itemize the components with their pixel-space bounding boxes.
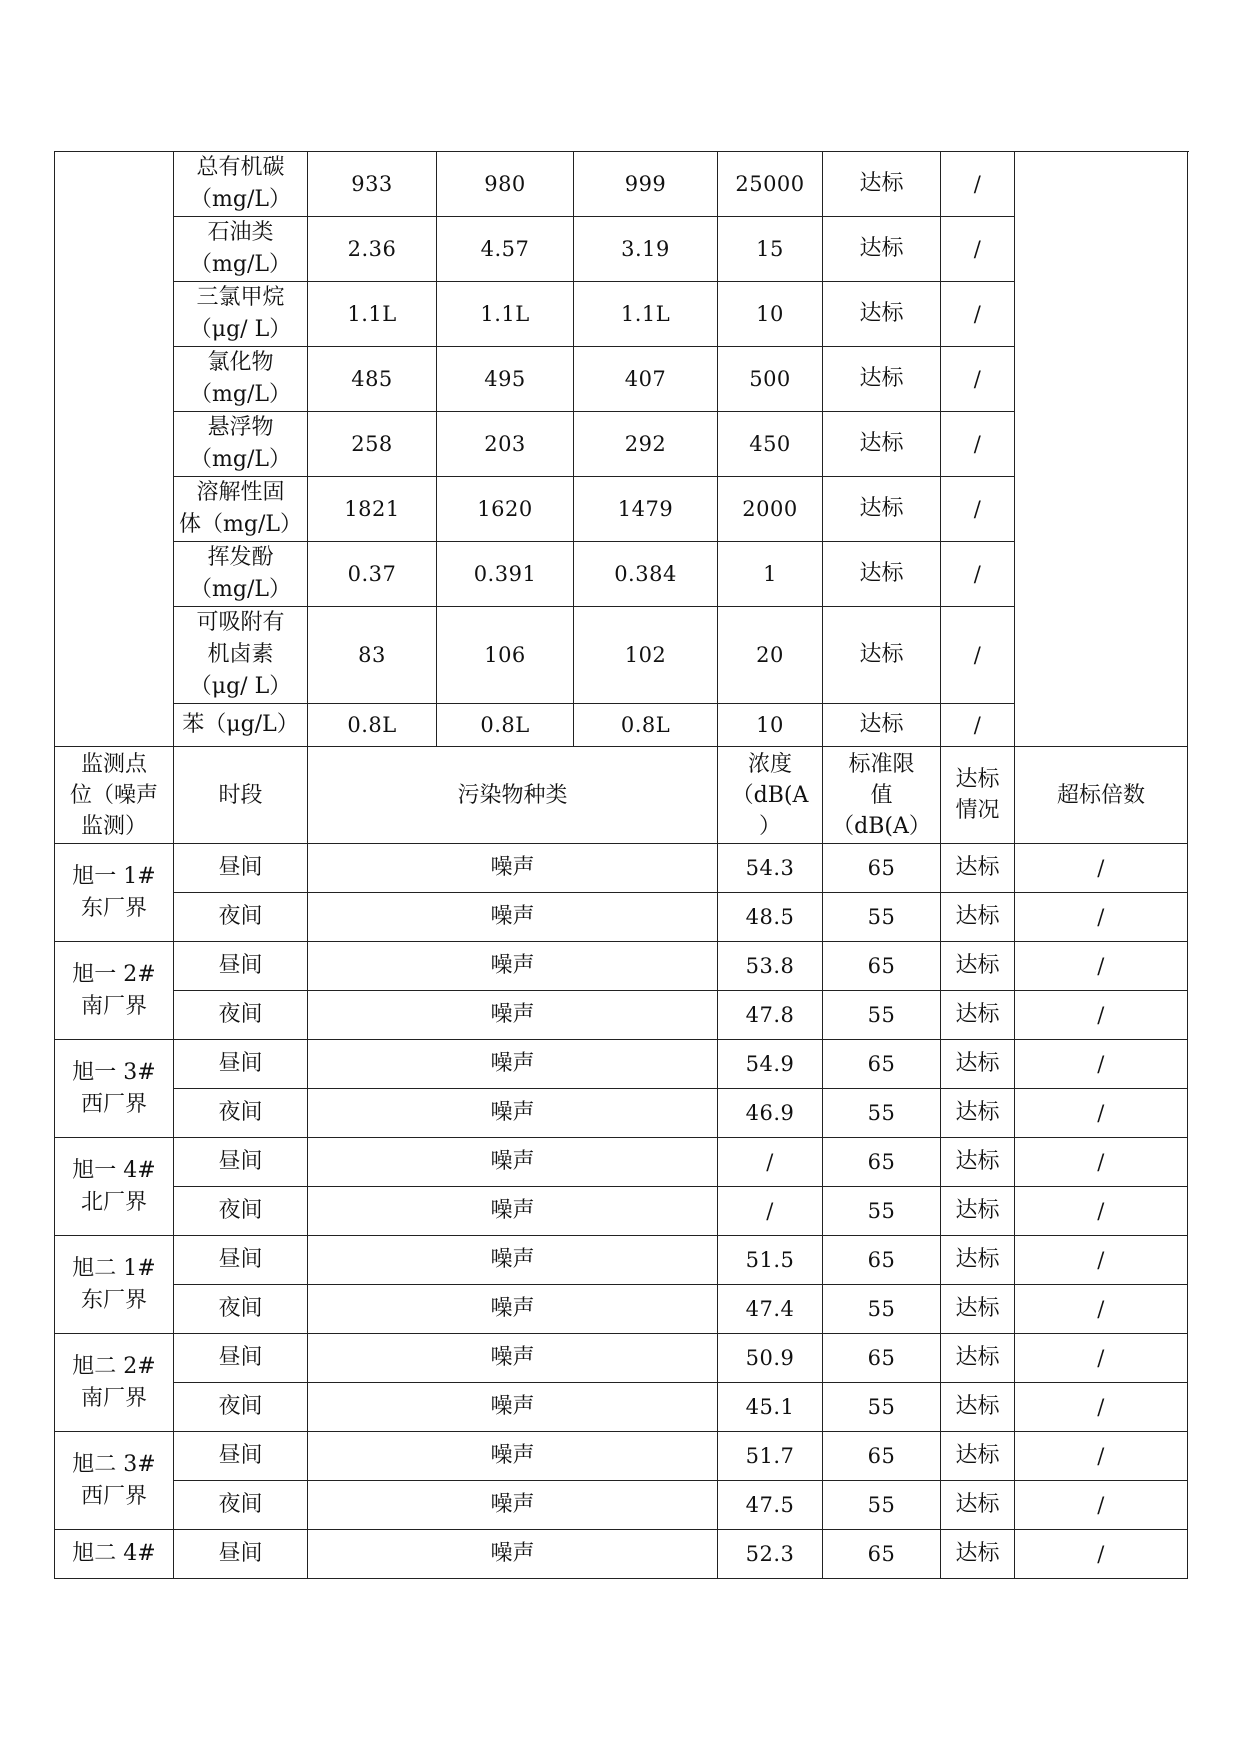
noise-limit: 55 bbox=[823, 991, 941, 1040]
value-3: 0.8L bbox=[574, 704, 718, 747]
noise-limit: 65 bbox=[823, 1138, 941, 1187]
monitoring-point-line: 旭一 1# bbox=[72, 863, 156, 889]
monitoring-point-line: 旭二 3# bbox=[72, 1451, 156, 1477]
period: 昼间 bbox=[174, 1040, 308, 1089]
exceed-ratio: / bbox=[1015, 1040, 1188, 1089]
pollutant-name-line: （mg/L） bbox=[190, 447, 291, 472]
noise-limit: 55 bbox=[823, 1383, 941, 1432]
exceed-ratio: / bbox=[941, 542, 1015, 607]
pollutant: 噪声 bbox=[308, 1530, 718, 1579]
noise-limit: 65 bbox=[823, 1432, 941, 1481]
status: 达标 bbox=[941, 1089, 1015, 1138]
period: 昼间 bbox=[174, 1236, 308, 1285]
pollutant-name-line: （μg/ L） bbox=[189, 674, 292, 699]
monitoring-point bbox=[55, 942, 174, 1040]
value-3: 3.19 bbox=[574, 217, 718, 282]
pollutant-name-line: （mg/L） bbox=[190, 187, 291, 212]
period: 昼间 bbox=[174, 844, 308, 893]
value-3: 0.384 bbox=[574, 542, 718, 607]
noise-value: 45.1 bbox=[718, 1383, 823, 1432]
monitoring-point-line: 南厂界 bbox=[80, 993, 147, 1019]
blank-point-cell bbox=[55, 152, 174, 747]
exceed-ratio: / bbox=[1015, 942, 1188, 991]
header-limit-line: 值 bbox=[870, 782, 893, 808]
status: 达标 bbox=[941, 1138, 1015, 1187]
pollutant-name-line: 体（mg/L） bbox=[179, 512, 302, 537]
header-status-line: 情况 bbox=[955, 798, 1000, 823]
monitoring-point-line: 旭二 2# bbox=[72, 1353, 156, 1379]
exceed-ratio: / bbox=[941, 217, 1015, 282]
header-pollutant: 污染物种类 bbox=[308, 747, 718, 844]
standard-limit: 15 bbox=[718, 217, 823, 282]
table-row bbox=[55, 1187, 1188, 1236]
blank-right-cell bbox=[1015, 152, 1188, 747]
period: 昼间 bbox=[174, 1138, 308, 1187]
value-2: 203 bbox=[437, 412, 574, 477]
table-row bbox=[55, 1334, 1188, 1383]
monitoring-table bbox=[54, 151, 1188, 1579]
status: 达标 bbox=[823, 704, 941, 747]
standard-limit: 20 bbox=[718, 607, 823, 704]
value-1: 1821 bbox=[308, 477, 437, 542]
status: 达标 bbox=[941, 893, 1015, 942]
noise-limit: 65 bbox=[823, 1530, 941, 1579]
exceed-ratio: / bbox=[941, 412, 1015, 477]
pollutant-name bbox=[174, 607, 308, 704]
value-1: 0.8L bbox=[308, 704, 437, 747]
value-1: 2.36 bbox=[308, 217, 437, 282]
noise-limit: 55 bbox=[823, 1285, 941, 1334]
status: 达标 bbox=[941, 1285, 1015, 1334]
standard-limit: 450 bbox=[718, 412, 823, 477]
header-concentration-line: 浓度 bbox=[747, 751, 792, 777]
status: 达标 bbox=[941, 1530, 1015, 1579]
header-point bbox=[55, 747, 174, 844]
noise-value: 51.7 bbox=[718, 1432, 823, 1481]
exceed-ratio: / bbox=[1015, 893, 1188, 942]
period: 昼间 bbox=[174, 1432, 308, 1481]
status: 达标 bbox=[941, 1432, 1015, 1481]
value-2: 0.8L bbox=[437, 704, 574, 747]
noise-value: / bbox=[718, 1187, 823, 1236]
noise-limit: 55 bbox=[823, 1089, 941, 1138]
exceed-ratio: / bbox=[941, 347, 1015, 412]
value-1: 1.1L bbox=[308, 282, 437, 347]
standard-limit: 2000 bbox=[718, 477, 823, 542]
pollutant: 噪声 bbox=[308, 1334, 718, 1383]
noise-value: 54.3 bbox=[718, 844, 823, 893]
standard-limit: 500 bbox=[718, 347, 823, 412]
value-3: 1.1L bbox=[574, 282, 718, 347]
exceed-ratio: / bbox=[1015, 1138, 1188, 1187]
period: 夜间 bbox=[174, 991, 308, 1040]
table-row bbox=[55, 1138, 1188, 1187]
pollutant-name-line: 氯化物 bbox=[207, 350, 274, 375]
pollutant-name-line: 机卤素 bbox=[207, 642, 274, 667]
monitoring-point bbox=[55, 1138, 174, 1236]
pollutant-name-line: 挥发酚 bbox=[207, 545, 274, 570]
exceed-ratio: / bbox=[1015, 1089, 1188, 1138]
table-row bbox=[55, 1236, 1188, 1285]
exceed-ratio: / bbox=[1015, 991, 1188, 1040]
value-3: 407 bbox=[574, 347, 718, 412]
header-limit-line: （dB(A） bbox=[832, 813, 931, 839]
pollutant-name-line: （mg/L） bbox=[190, 577, 291, 602]
pollutant-name-line: 溶解性固 bbox=[196, 480, 285, 505]
header-point-line: 位（噪声 bbox=[69, 782, 158, 808]
pollutant-name-line: 可吸附有 bbox=[196, 610, 285, 635]
noise-value: 51.5 bbox=[718, 1236, 823, 1285]
table-row bbox=[55, 1530, 1188, 1579]
exceed-ratio: / bbox=[941, 607, 1015, 704]
exceed-ratio: / bbox=[941, 152, 1015, 217]
period: 昼间 bbox=[174, 942, 308, 991]
status: 达标 bbox=[823, 412, 941, 477]
status: 达标 bbox=[823, 477, 941, 542]
value-2: 980 bbox=[437, 152, 574, 217]
noise-value: 47.8 bbox=[718, 991, 823, 1040]
monitoring-point-line: 旭二 1# bbox=[72, 1255, 156, 1281]
exceed-ratio: / bbox=[1015, 1481, 1188, 1530]
status: 达标 bbox=[941, 844, 1015, 893]
pollutant: 噪声 bbox=[308, 991, 718, 1040]
value-1: 0.37 bbox=[308, 542, 437, 607]
exceed-ratio: / bbox=[1015, 1236, 1188, 1285]
monitoring-point bbox=[55, 1236, 174, 1334]
pollutant: 噪声 bbox=[308, 893, 718, 942]
status: 达标 bbox=[823, 282, 941, 347]
status: 达标 bbox=[823, 607, 941, 704]
table-row bbox=[55, 1089, 1188, 1138]
table-row bbox=[55, 893, 1188, 942]
noise-value: 47.4 bbox=[718, 1285, 823, 1334]
pollutant: 噪声 bbox=[308, 1040, 718, 1089]
pollutant: 噪声 bbox=[308, 1285, 718, 1334]
period: 昼间 bbox=[174, 1530, 308, 1579]
monitoring-point bbox=[55, 844, 174, 942]
pollutant-name bbox=[174, 217, 308, 282]
header-concentration-line: （dB(A bbox=[731, 782, 809, 808]
status: 达标 bbox=[823, 542, 941, 607]
monitoring-point-line: 东厂界 bbox=[80, 895, 147, 921]
value-1: 933 bbox=[308, 152, 437, 217]
value-1: 83 bbox=[308, 607, 437, 704]
period: 夜间 bbox=[174, 1481, 308, 1530]
status: 达标 bbox=[941, 1334, 1015, 1383]
pollutant-name bbox=[174, 282, 308, 347]
pollutant-name-line: 总有机碳 bbox=[196, 155, 285, 180]
table-row bbox=[55, 942, 1188, 991]
noise-value: 54.9 bbox=[718, 1040, 823, 1089]
status: 达标 bbox=[941, 1481, 1015, 1530]
value-1: 485 bbox=[308, 347, 437, 412]
table-row bbox=[55, 844, 1188, 893]
monitoring-point-line: 东厂界 bbox=[80, 1287, 147, 1313]
header-status bbox=[941, 747, 1015, 844]
status: 达标 bbox=[941, 1040, 1015, 1089]
pollutant: 噪声 bbox=[308, 1089, 718, 1138]
pollutant: 噪声 bbox=[308, 1187, 718, 1236]
pollutant-name bbox=[174, 704, 308, 747]
exceed-ratio: / bbox=[1015, 844, 1188, 893]
header-concentration bbox=[718, 747, 823, 844]
noise-value: 48.5 bbox=[718, 893, 823, 942]
pollutant-name bbox=[174, 542, 308, 607]
noise-limit: 65 bbox=[823, 844, 941, 893]
status: 达标 bbox=[823, 347, 941, 412]
header-status-line: 达标 bbox=[955, 767, 1000, 792]
monitoring-point bbox=[55, 1334, 174, 1432]
pollutant-name-line: 石油类 bbox=[207, 220, 274, 245]
value-3: 999 bbox=[574, 152, 718, 217]
table-row bbox=[55, 1383, 1188, 1432]
status: 达标 bbox=[823, 152, 941, 217]
table-row bbox=[55, 152, 1188, 217]
pollutant-name bbox=[174, 347, 308, 412]
value-3: 102 bbox=[574, 607, 718, 704]
value-2: 495 bbox=[437, 347, 574, 412]
header-limit-line: 标准限 bbox=[848, 751, 915, 777]
monitoring-point-line: 旭二 4# bbox=[72, 1541, 156, 1566]
exceed-ratio: / bbox=[1015, 1285, 1188, 1334]
period: 夜间 bbox=[174, 893, 308, 942]
monitoring-point-line: 旭一 2# bbox=[72, 961, 156, 987]
header-period: 时段 bbox=[174, 747, 308, 844]
table-row bbox=[55, 1432, 1188, 1481]
standard-limit: 10 bbox=[718, 282, 823, 347]
status: 达标 bbox=[941, 942, 1015, 991]
status: 达标 bbox=[941, 1187, 1015, 1236]
noise-limit: 65 bbox=[823, 1334, 941, 1383]
value-2: 0.391 bbox=[437, 542, 574, 607]
pollutant-name bbox=[174, 412, 308, 477]
noise-value: 52.3 bbox=[718, 1530, 823, 1579]
monitoring-point-line: 西厂界 bbox=[80, 1483, 147, 1509]
value-3: 292 bbox=[574, 412, 718, 477]
table-row bbox=[55, 1040, 1188, 1089]
table-body bbox=[55, 152, 1188, 1579]
noise-limit: 65 bbox=[823, 1040, 941, 1089]
pollutant: 噪声 bbox=[308, 1236, 718, 1285]
monitoring-point-line: 西厂界 bbox=[80, 1091, 147, 1117]
value-2: 1.1L bbox=[437, 282, 574, 347]
period: 夜间 bbox=[174, 1187, 308, 1236]
status: 达标 bbox=[941, 1236, 1015, 1285]
monitoring-point-line: 旭一 3# bbox=[72, 1059, 156, 1085]
value-2: 106 bbox=[437, 607, 574, 704]
value-1: 258 bbox=[308, 412, 437, 477]
table-row bbox=[55, 991, 1188, 1040]
noise-value: 46.9 bbox=[718, 1089, 823, 1138]
monitoring-point-line: 南厂界 bbox=[80, 1385, 147, 1411]
monitoring-point bbox=[55, 1530, 174, 1579]
period: 夜间 bbox=[174, 1383, 308, 1432]
status: 达标 bbox=[941, 991, 1015, 1040]
pollutant: 噪声 bbox=[308, 1432, 718, 1481]
status: 达标 bbox=[941, 1383, 1015, 1432]
pollutant-name-line: （mg/L） bbox=[190, 252, 291, 277]
standard-limit: 1 bbox=[718, 542, 823, 607]
pollutant-name-line: 悬浮物 bbox=[207, 415, 274, 440]
monitoring-point bbox=[55, 1432, 174, 1530]
period: 夜间 bbox=[174, 1285, 308, 1334]
exceed-ratio: / bbox=[941, 477, 1015, 542]
noise-header-row bbox=[55, 747, 1188, 844]
pollutant-name-line: （mg/L） bbox=[190, 382, 291, 407]
noise-value: 53.8 bbox=[718, 942, 823, 991]
noise-limit: 55 bbox=[823, 1187, 941, 1236]
monitoring-point bbox=[55, 1040, 174, 1138]
pollutant-name bbox=[174, 477, 308, 542]
noise-limit: 55 bbox=[823, 1481, 941, 1530]
noise-limit: 65 bbox=[823, 1236, 941, 1285]
table-row bbox=[55, 1481, 1188, 1530]
pollutant-name-line: 苯（μg/L） bbox=[182, 712, 299, 737]
monitoring-point-line: 旭一 4# bbox=[72, 1157, 156, 1183]
value-3: 1479 bbox=[574, 477, 718, 542]
noise-value: 47.5 bbox=[718, 1481, 823, 1530]
standard-limit: 10 bbox=[718, 704, 823, 747]
noise-value: 50.9 bbox=[718, 1334, 823, 1383]
pollutant: 噪声 bbox=[308, 844, 718, 893]
standard-limit: 25000 bbox=[718, 152, 823, 217]
exceed-ratio: / bbox=[1015, 1383, 1188, 1432]
exceed-ratio: / bbox=[1015, 1530, 1188, 1579]
noise-limit: 55 bbox=[823, 893, 941, 942]
header-point-line: 监测） bbox=[80, 813, 147, 839]
noise-limit: 65 bbox=[823, 942, 941, 991]
pollutant: 噪声 bbox=[308, 1138, 718, 1187]
value-2: 1620 bbox=[437, 477, 574, 542]
pollutant: 噪声 bbox=[308, 942, 718, 991]
pollutant-name-line: 三氯甲烷 bbox=[196, 285, 285, 310]
exceed-ratio: / bbox=[1015, 1187, 1188, 1236]
period: 昼间 bbox=[174, 1334, 308, 1383]
header-point-line: 监测点 bbox=[80, 751, 147, 777]
noise-value: / bbox=[718, 1138, 823, 1187]
status: 达标 bbox=[823, 217, 941, 282]
pollutant: 噪声 bbox=[308, 1383, 718, 1432]
exceed-ratio: / bbox=[941, 282, 1015, 347]
pollutant-name-line: （μg/ L） bbox=[189, 317, 292, 342]
period: 夜间 bbox=[174, 1089, 308, 1138]
exceed-ratio: / bbox=[1015, 1432, 1188, 1481]
exceed-ratio: / bbox=[941, 704, 1015, 747]
pollutant: 噪声 bbox=[308, 1481, 718, 1530]
monitoring-point-line: 北厂界 bbox=[80, 1189, 147, 1215]
header-concentration-line: ） bbox=[758, 813, 781, 839]
pollutant-name bbox=[174, 152, 308, 217]
header-exceed: 超标倍数 bbox=[1015, 747, 1188, 844]
value-2: 4.57 bbox=[437, 217, 574, 282]
header-limit bbox=[823, 747, 941, 844]
exceed-ratio: / bbox=[1015, 1334, 1188, 1383]
table-row bbox=[55, 1285, 1188, 1334]
